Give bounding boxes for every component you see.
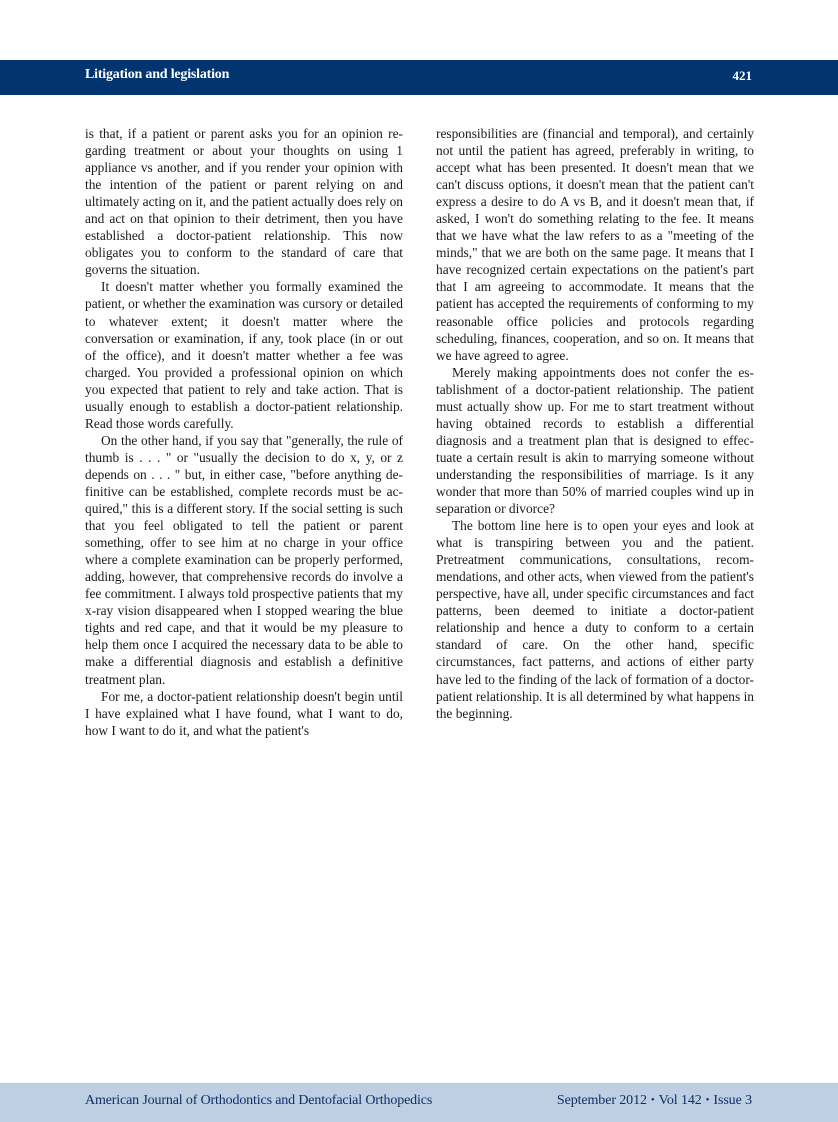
running-footer [0, 1083, 838, 1122]
page-number: 421 [732, 68, 752, 83]
journal-name: American Journal of Orthodontics and Dentofacial Orthopedics [85, 1093, 433, 1108]
section-title: Litigation and legislation [85, 67, 230, 82]
left-column [85, 125, 403, 739]
paragraph: is that, if a patient or parent asks you for an opinion regarding treatment or about your thoughts on using 1 appliance vs another, and if you render your opinion with the intention of the patient or parent relying on and ultimately acting on it, and the patient actually does rely on and act on that opinion to their detriment, then you have established a doctor-patient relationship. This now obligates you to conform to the standard of care that governs the situation. [85, 126, 403, 278]
issue-date: September 2012 [556, 1093, 647, 1108]
issue-info [557, 1093, 752, 1109]
bullet-separator: • [650, 1094, 655, 1106]
right-column [436, 125, 754, 722]
paragraph: The bottom line here is to open your eyes and look at what is transpiring between you and the patient. Pretreatment communications, consultations, recommendations, and other acts, when viewed from the patient's perspective, have all, under specific circumstances and fact patterns, been deemed to initiate a doctor-patient relationship and hence a duty to conform to a certain standard of care. On the other hand, specific circumstances, fact patterns, and actions of either party have led to the finding of the lack of formation of a doctor-patient relationship. It is all determined by what happens in the beginning. [436, 518, 754, 721]
paragraph: Merely making appointments does not confer the establishment of a doctor-patient relationship. The patient must actually show up. For me to start treatment without having obtained records to establish a differential diagnosis and a treatment plan that is designed to effectuate a certain result is akin to marrying someone without understanding the responsibilities of marriage. Is it any wonder that more than 50% of married couples wind up in separation or divorce? [436, 364, 754, 517]
volume: Vol 142 [658, 1093, 702, 1108]
running-header [0, 60, 838, 95]
bullet-separator: • [705, 1094, 710, 1106]
paragraph: On the other hand, if you say that "generally, the rule of thumb is . . . " or "usually the decision to do x, y, or z depends on . . . " but, in either case, "before anything definitive can be established, complete records must be acquired," this is a different story. If the social setting is such that you feel obligated to tell the patient or parent something, offer to see him at no charge in your office where a complete examination can be properly performed, adding, however, that comprehensive records do involve a fee commitment. I always told prospective patients that my x-ray vision disappeared when I stopped wearing the blue tights and red cape, and that it would be my pleasure to help them once I acquired the necessary data to be able to make a differential diagnosis and establish a definitive treatment plan. [85, 432, 403, 687]
paragraph: It doesn't matter whether you formally examined the patient, or whether the examination was cursory or detailed to whatever extent; it doesn't matter where the conversation or examination, if any, took place (in or out of the office), and it doesn't matter whether a fee was charged. You provided a professional opinion on which you expected that patient to rely and take action. That is usually enough to establish a doctor-patient relationship. Read those words carefully. [85, 279, 403, 431]
paragraph: responsibilities are (financial and temporal), and certainly not until the patient has agreed, preferably in writing, to accept what has been presented. It doesn't mean that we can't discuss options, it doesn't mean that the patient can't express a desire to do A vs B, and it doesn't mean that, if asked, I won't do something relating to the fee. It means that we have what the law refers to as a "meeting of the minds," that we are both on the same page. It means that I have recognized certain expectations on the patient's part that I am agreeing to accommodate. It means that the patient has accepted the requirements of conforming to my reasonable office policies and protocols regarding scheduling, finances, cooperation, and so on. It means that we have agreed to agree. [436, 126, 754, 363]
issue-number: Issue 3 [713, 1093, 752, 1108]
paragraph: For me, a doctor-patient relationship doesn't begin until I have explained what I have found, what I want to do, how I want to do it, and what the patient's [85, 688, 403, 738]
